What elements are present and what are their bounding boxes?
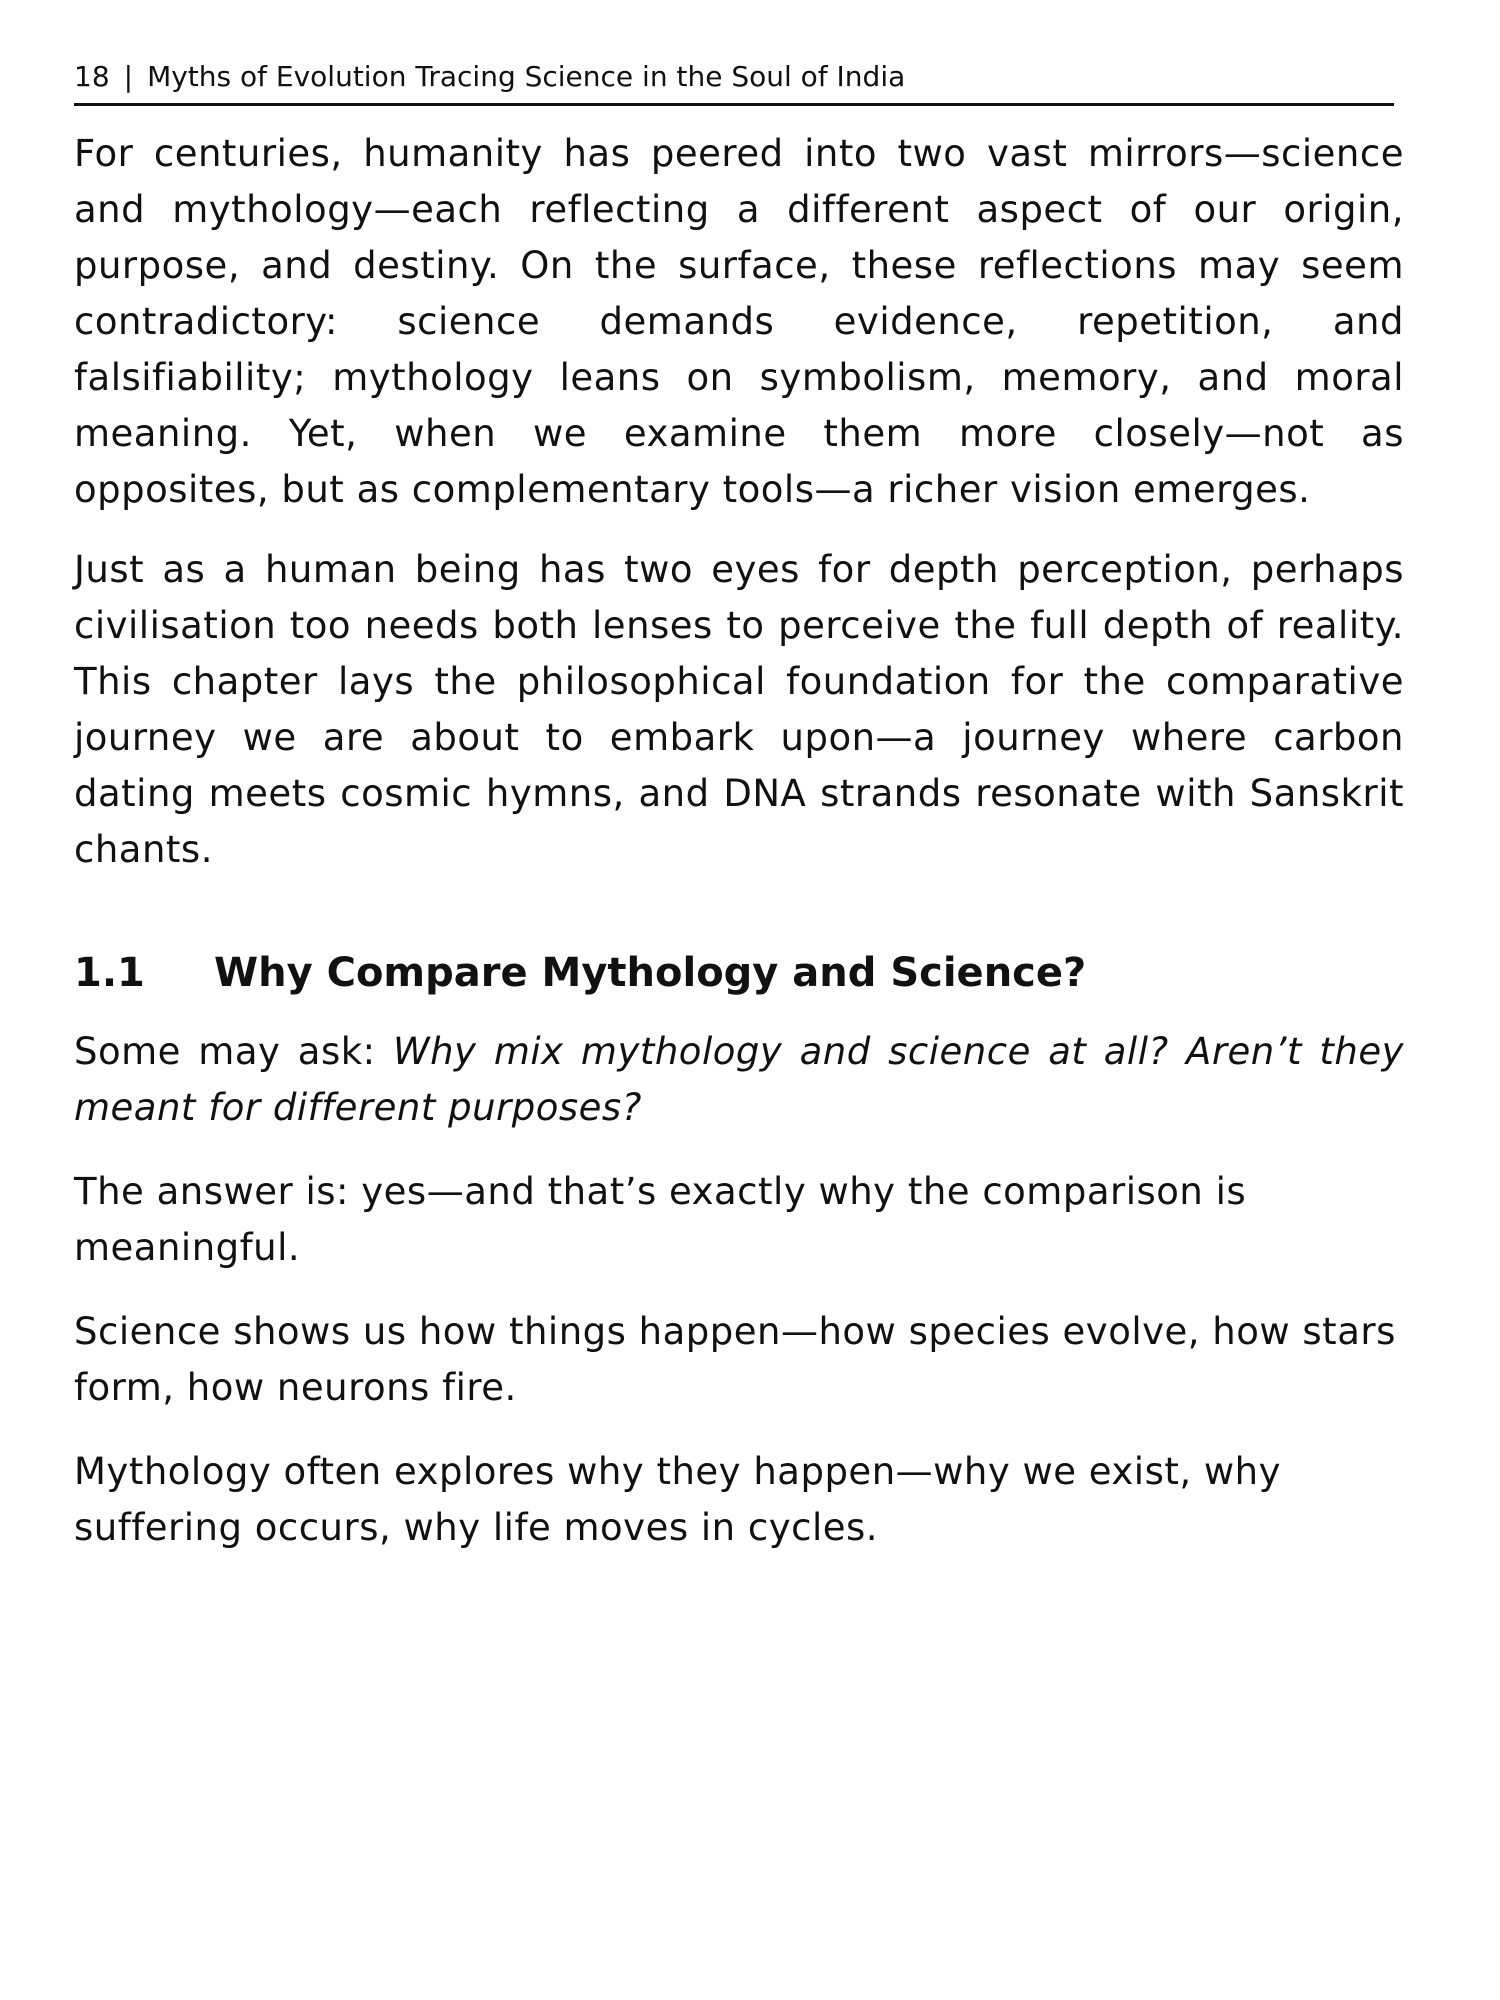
section-title: Why Compare Mythology and Science? (214, 950, 1087, 996)
page-number: 18 (74, 60, 110, 93)
question-italic: Why mix mythology and science at all? Aren’t they meant for different purposes? (74, 1030, 1405, 1129)
section-number: 1.1 (74, 950, 145, 996)
book-page (74, 60, 1404, 1556)
mythology-paragraph: Mythology often explores why they happen—why we exist, why suffering occurs, why life moves in cycles. (74, 1450, 1282, 1549)
question-paragraph (74, 1024, 1404, 1136)
intro-paragraph-1: For centuries, humanity has peered into two vast mirrors—science and mythology—each reflecting a different aspect of our origin, purpose, and destiny. On the surface, these reflections may seem contradictory: science demands evidence, repetition, and falsifiability; mythology leans on symbolism, memory, and moral meaning. Yet, when we examine them more closely—not as opposites, but as complementary tools—a richer vision emerges. (74, 132, 1404, 511)
book-title: Myths of Evolution Tracing Science in the Soul of India (147, 60, 906, 93)
answer-paragraph: The answer is: yes—and that’s exactly why the comparison is meaningful. (74, 1170, 1247, 1269)
header-separator: | (123, 60, 134, 93)
running-header (74, 60, 1394, 106)
question-intro: Some may ask: (74, 1030, 394, 1073)
science-paragraph: Science shows us how things happen—how species evolve, how stars form, how neurons fire. (74, 1310, 1396, 1409)
section-heading (74, 950, 1404, 996)
intro-paragraph-2: Just as a human being has two eyes for depth perception, perhaps civilisation too needs both lenses to perceive the full depth of reality. This chapter lays the philosophical foundation for the comparative journey we are about to embark upon—a journey where carbon dating meets cosmic hymns, and DNA strands resonate with Sanskrit chants. (74, 548, 1404, 871)
